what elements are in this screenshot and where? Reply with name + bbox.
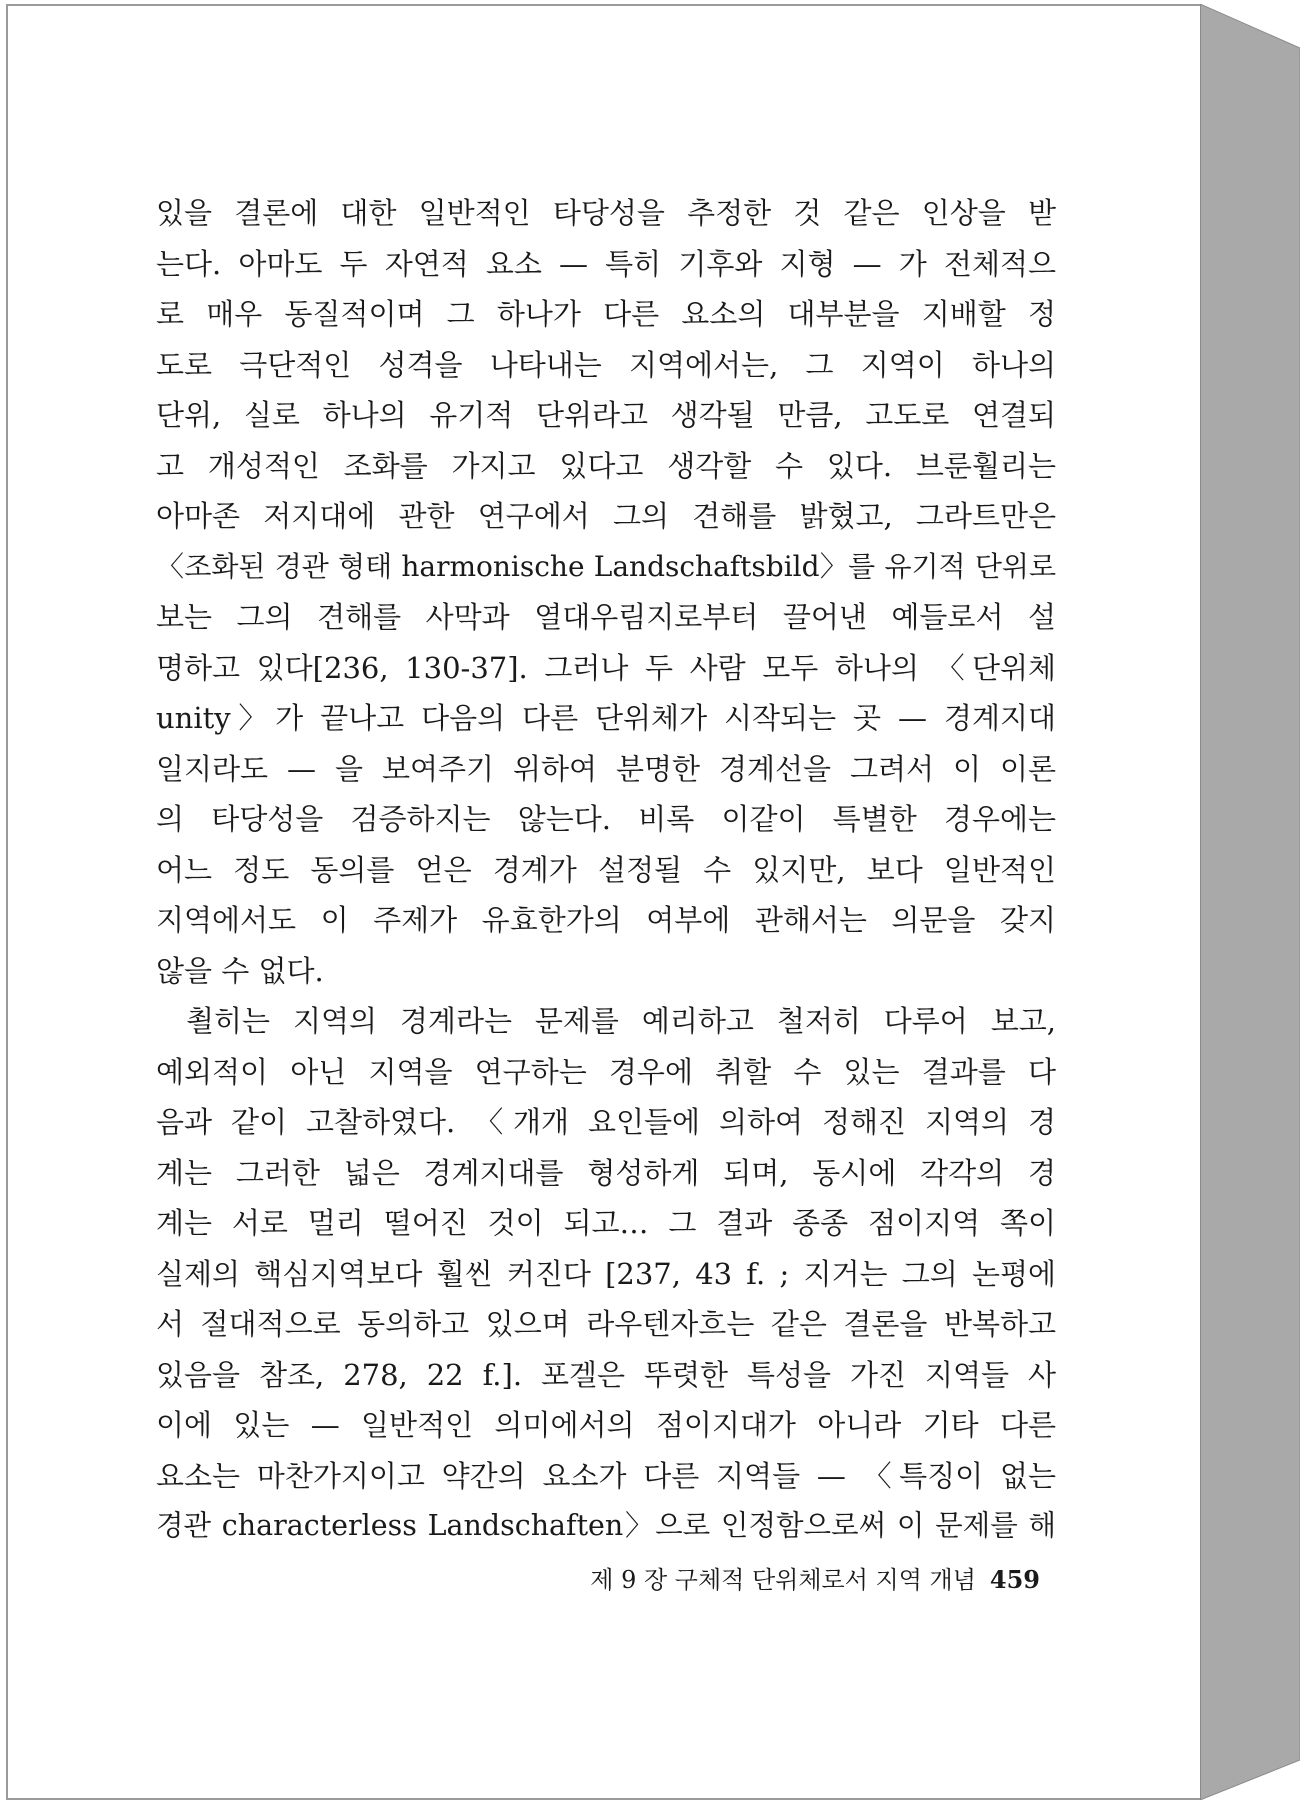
text-line: 〈조화된 경관 형태 harmonische Landschaftsbild〉를 유기적 단위로 <box>156 549 1056 583</box>
text-line: 일지라도 — 을 보여주기 위하여 분명한 경계선을 그려서 이 이론 <box>156 751 1056 786</box>
text-line: 있을 결론에 대한 일반적인 타당성을 추정한 것 같은 인상을 받 <box>156 196 1056 230</box>
text-line: 요소는 마찬가지이고 약간의 요소가 다른 지역들 — 〈특징이 없는 <box>156 1458 1056 1493</box>
text-line: 이에 있는 — 일반적인 의미에서의 점이지대가 아니라 기타 다른 <box>156 1408 1056 1442</box>
text-line: 않을 수 없다. <box>156 953 324 988</box>
text-line: 로 매우 동질적이며 그 하나가 다른 요소의 대부분을 지배할 정 <box>156 297 1056 331</box>
text-line: 계는 그러한 넓은 경계지대를 형성하게 되며, 동시에 각각의 경 <box>156 1155 1056 1190</box>
body-text <box>156 188 1056 1552</box>
text-line: 보는 그의 견해를 사막과 열대우림지로부터 끌어낸 예들로서 설 <box>156 600 1056 634</box>
text-line: 서 절대적으로 동의하고 있으며 라우텐자흐는 같은 결론을 반복하고 <box>156 1307 1056 1341</box>
text-line: 도로 극단적인 성격을 나타내는 지역에서는, 그 지역이 하나의 <box>156 347 1056 382</box>
text-line: 실제의 핵심지역보다 훨씬 커진다 [237, 43 f. ; 지거는 그의 논평에 <box>156 1256 1056 1291</box>
page-footer <box>530 1560 1040 1595</box>
text-line: 지역에서도 이 주제가 유효한가의 여부에 관해서는 의문을 갖지 <box>156 903 1056 937</box>
text-line: 어느 정도 동의를 얻은 경계가 설정될 수 있지만, 보다 일반적인 <box>156 852 1056 887</box>
text-line: 계는 서로 멀리 떨어진 것이 되고… 그 결과 종종 점이지역 쪽이 <box>156 1206 1056 1240</box>
text-line: unity〉가 끝나고 다음의 다른 단위체가 시작되는 곳 — 경계지대 <box>156 701 1056 735</box>
text-line: 있음을 참조, 278, 22 f.]. 포겔은 뚜렷한 특성을 가진 지역들 사 <box>156 1357 1056 1392</box>
running-head: 제 9 장 구체적 단위체로서 지역 개념 <box>590 1566 976 1594</box>
text-line: 아마존 저지대에 관한 연구에서 그의 견해를 밝혔고, 그라트만은 <box>156 499 1056 533</box>
text-line: 명하고 있다[236, 130-37]. 그러나 두 사람 모두 하나의 〈단위체 <box>156 650 1056 685</box>
text-line: 고 개성적인 조화를 가지고 있다고 생각할 수 있다. 브룬훨리는 <box>156 448 1056 483</box>
text-line: 의 타당성을 검증하지는 않는다. 비록 이같이 특별한 경우에는 <box>156 802 1056 836</box>
text-line: 경관 characterless Landschaften〉으로 인정함으로써 이 문제를 해 <box>156 1509 1056 1542</box>
text-line: 는다. 아마도 두 자연적 요소 — 특히 기후와 지형 — 가 전체적으 <box>156 246 1056 281</box>
page-edge-shadow <box>1200 4 1300 1800</box>
text-line: 예외적이 아닌 지역을 연구하는 경우에 취할 수 있는 결과를 다 <box>156 1054 1056 1089</box>
text-line: 쵤히는 지역의 경계라는 문제를 예리하고 철저히 다루어 보고, <box>186 1004 1056 1038</box>
text-line: 단위, 실로 하나의 유기적 단위라고 생각될 만큼, 고도로 연결되 <box>156 398 1056 432</box>
page-number: 459 <box>989 1565 1040 1594</box>
text-line: 음과 같이 고찰하였다. 〈개개 요인들에 의하여 정해진 지역의 경 <box>156 1105 1056 1139</box>
